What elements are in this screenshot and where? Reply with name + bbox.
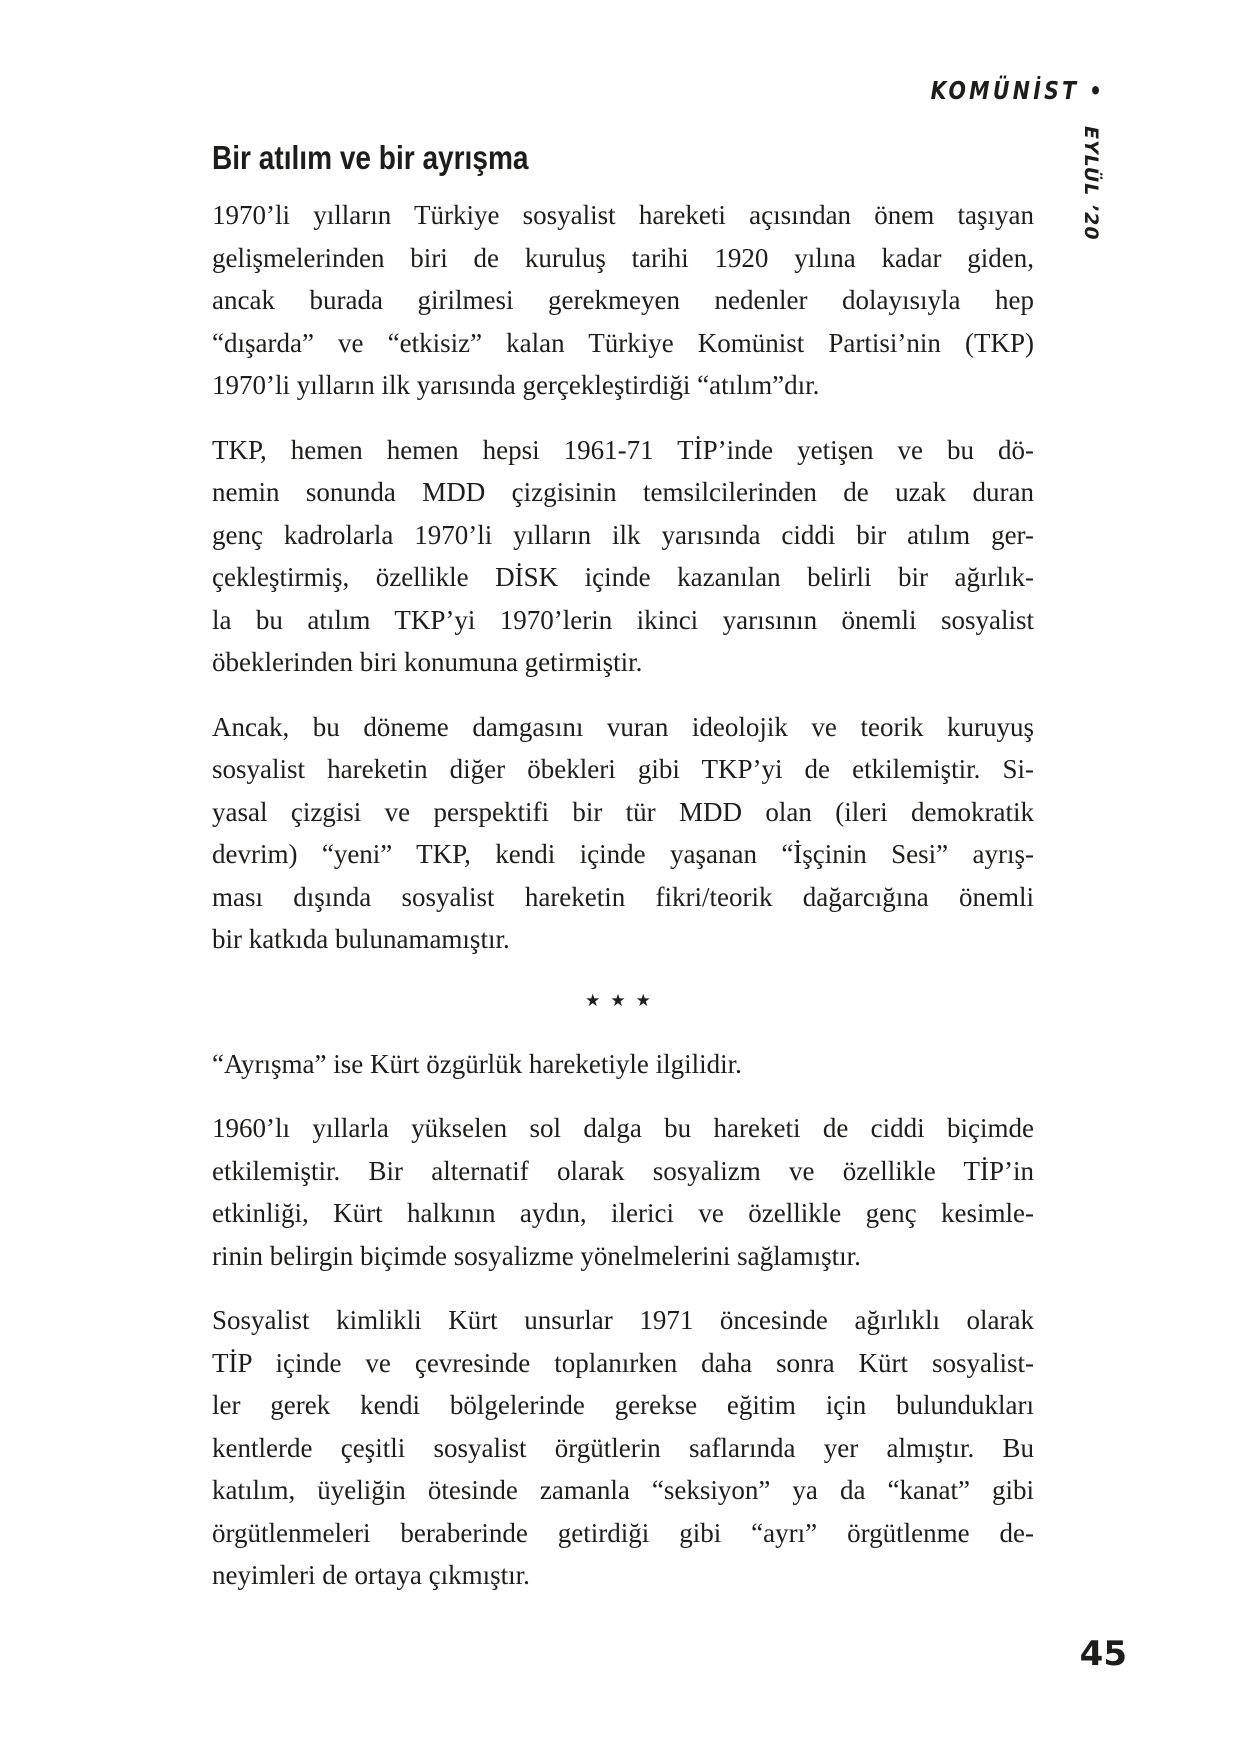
text-line: TİP içinde ve çevresinde toplanırken daha sonra Kürt sosyalist- (212, 1347, 1034, 1378)
paragraph (212, 194, 1034, 407)
paragraph (212, 1299, 1034, 1597)
paragraph (212, 1107, 1034, 1277)
text-line: rinin belirgin biçimde sosyalizme yönelmelerini sağlamıştır. (212, 1240, 861, 1271)
article-heading: Bir atılım ve bir ayrışma (212, 139, 529, 176)
text-line: nemin sonunda MDD çizgisinin temsilcilerinden de uzak duran (212, 477, 1034, 507)
text-line: Ancak, bu döneme damgasını vuran ideolojik ve teorik kuruyuş (212, 711, 1034, 742)
paragraph (212, 706, 1034, 961)
paragraph (212, 1043, 1034, 1086)
article-body (212, 194, 1034, 1597)
section-separator-stars: ★★★ (585, 990, 661, 1010)
text-line: katılım, üyeliğin ötesinde zamanla “seksiyon” ya da “kanat” gibi (212, 1475, 1034, 1505)
text-line: la bu atılım TKP’yi 1970’lerin ikinci yarısının önemli sosyalist (212, 604, 1034, 635)
text-line: bir katkıda bulunamamıştır. (212, 924, 510, 954)
text-line: yasal çizgisi ve perspektifi bir tür MDD olan (ileri demokratik (212, 796, 1034, 827)
text-line: ancak burada girilmesi gerekmeyen nedenler dolayısıyla hep (212, 285, 1034, 315)
text-line: ler gerek kendi bölgelerinde gerekse eğitim için bulundukları (212, 1390, 1034, 1420)
text-line: öbeklerinden biri konumuna getirmiştir. (212, 647, 643, 677)
text-line: etkinliği, Kürt halkının aydın, ilerici ve özellikle genç kesimle- (212, 1198, 1034, 1228)
text-line: 1970’li yılların Türkiye sosyalist hareketi açısından önem taşıyan (212, 200, 1034, 230)
text-line: “dışarda” ve “etkisiz” kalan Türkiye Komünist Partisi’nin (TKP) (212, 327, 1034, 358)
masthead-inner (931, 76, 1102, 105)
text-line: TKP, hemen hemen hepsi 1961-71 TİP’inde yetişen ve bu dö- (212, 434, 1034, 465)
article (212, 138, 1034, 1619)
text-line: neyimleri de ortaya çıkmıştır. (212, 1560, 530, 1590)
paragraph (212, 429, 1034, 684)
text-line: Sosyalist kimlikli Kürt unsurlar 1971 öncesinde ağırlıklı olarak (212, 1305, 1034, 1335)
text-line: “Ayrışma” ise Kürt özgürlük hareketiyle ilgilidir. (212, 1048, 742, 1079)
page-number: 45 (1079, 1634, 1127, 1674)
text-line: 1960’lı yıllarla yükselen sol dalga bu hareketi de ciddi biçimde (212, 1113, 1034, 1143)
text-line: gelişmelerinden biri de kuruluş tarihi 1920 yılına kadar giden, (212, 242, 1034, 273)
masthead (893, 76, 1102, 105)
issue-date-vertical-label: EYLÜL ’20 (1080, 126, 1102, 241)
text-line: kentlerde çeşitli sosyalist örgütlerin saflarında yer almıştır. Bu (212, 1432, 1034, 1463)
text-line: devrim) “yeni” TKP, kendi içinde yaşanan “İşçinin Sesi” ayrış- (212, 839, 1034, 869)
text-line: genç kadrolarla 1970’li yılların ilk yarısında ciddi bir atılım ger- (212, 519, 1034, 550)
text-line: 1970’li yılların ilk yarısında gerçekleştirdiği “atılım”dır. (212, 370, 820, 400)
text-line: etkilemiştir. Bir alternatif olarak sosyalizm ve özellikle TİP’in (212, 1155, 1034, 1186)
magazine-title: KOMÜNİST (930, 76, 1080, 105)
text-line: çekleştirmiş, özellikle DİSK içinde kazanılan belirli bir ağırlık- (212, 562, 1034, 592)
text-line: ması dışında sosyalist hareketin fikri/teorik dağarcığına önemli (212, 881, 1034, 912)
text-line: sosyalist hareketin diğer öbekleri gibi TKP’yi de etkilemiştir. Si- (212, 754, 1034, 784)
text-line: örgütlenmeleri beraberinde getirdiği gibi “ayrı” örgütlenme de- (212, 1517, 1034, 1548)
masthead-bullet-icon: • (1089, 77, 1102, 105)
